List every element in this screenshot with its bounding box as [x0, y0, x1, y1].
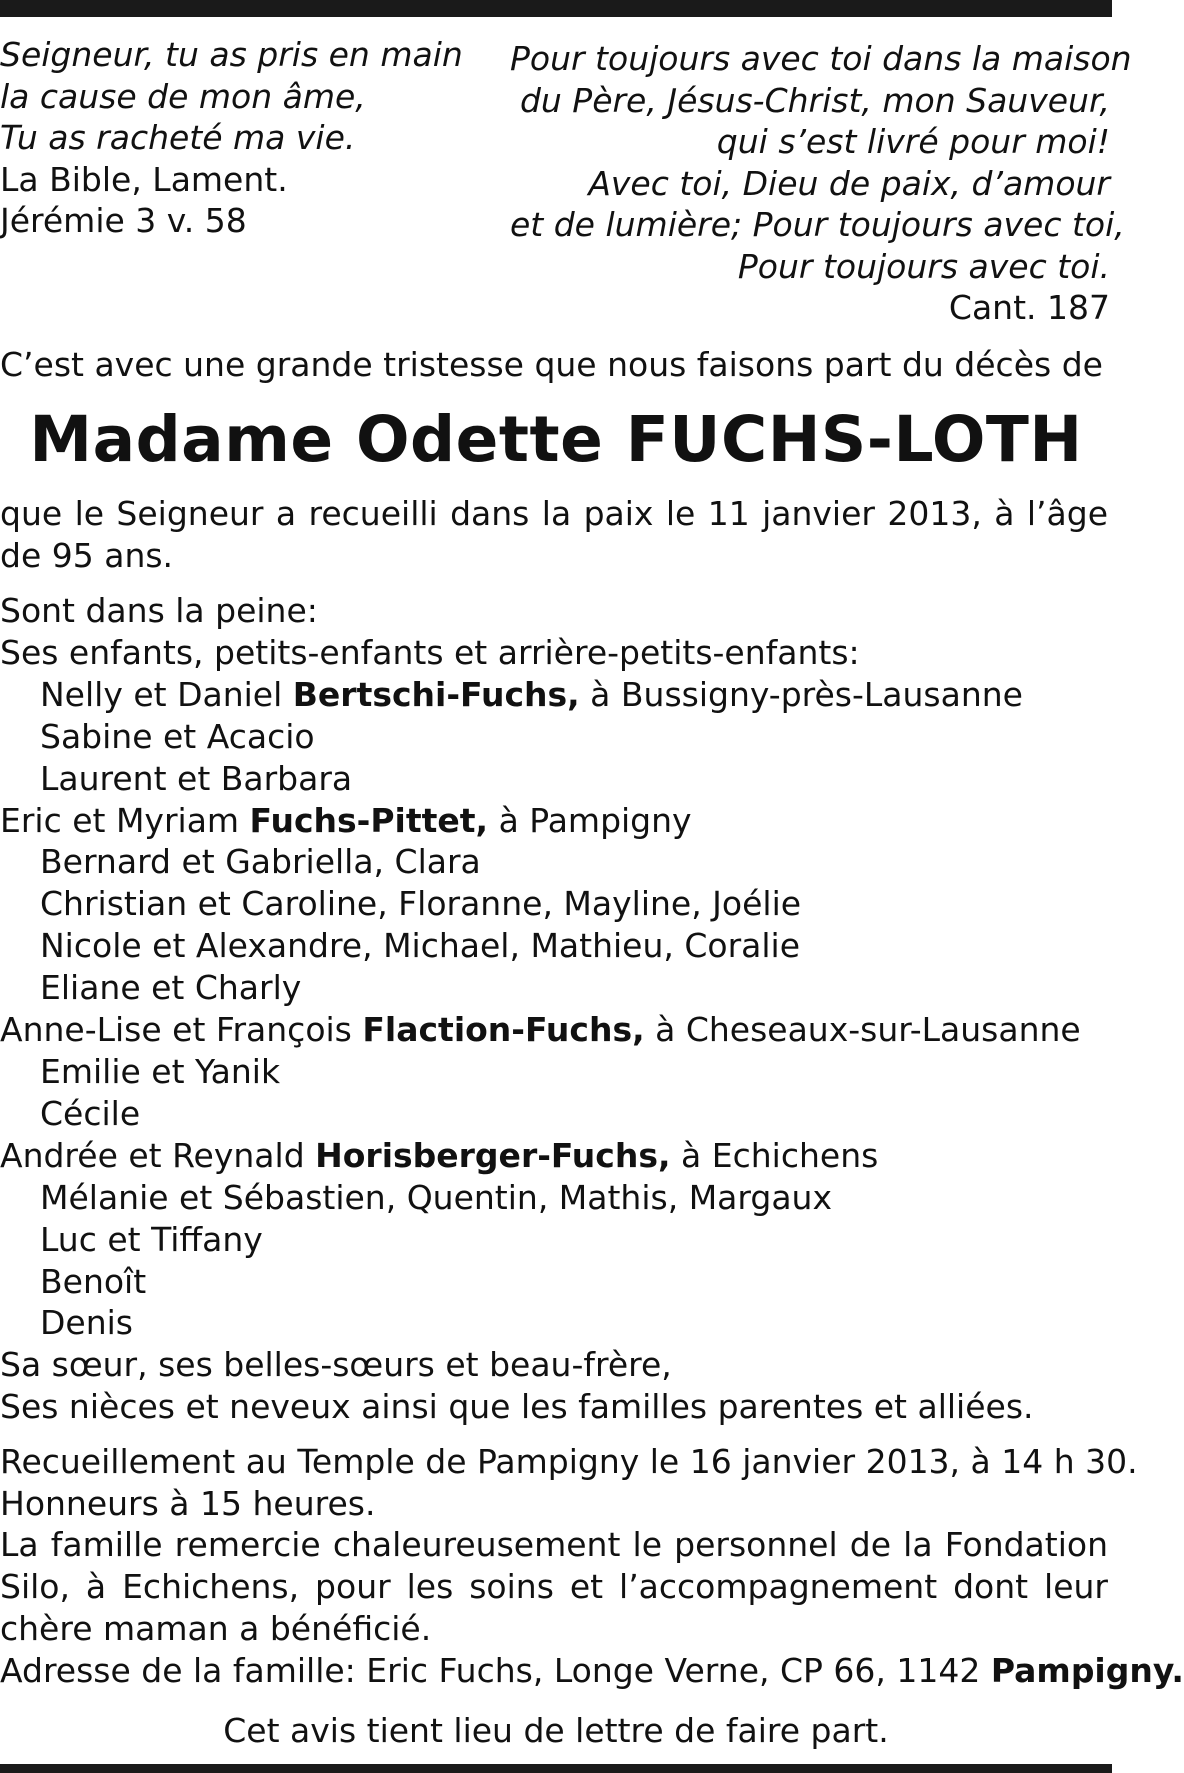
family-location: à Pampigny: [488, 800, 692, 840]
grandchild-entry: Laurent et Barbara: [40, 758, 353, 798]
thanks-paragraph: La famille remercie chaleureusement le personnel de la Fondation Silo, à Echichens, pour les soins et l’accompagnement dont leur chère maman a bénéficié.: [0, 1525, 1108, 1648]
family-given-names: Andrée et Reynald: [0, 1135, 316, 1175]
grandchild-entry: Benoît: [40, 1261, 147, 1301]
family-surname: Bertschi-Fuchs,: [292, 674, 580, 714]
grandchild-entry: Sabine et Acacio: [40, 716, 315, 756]
grandchild-entry: Emilie et Yanik: [40, 1051, 281, 1091]
passing-statement: que le Seigneur a recueilli dans la paix le 11 janvier 2013, à l’âge de 95 ans.: [0, 494, 1108, 575]
family-given-names: Nelly et Daniel: [40, 674, 293, 714]
family-surname: Flaction-Fuchs,: [362, 1010, 645, 1050]
verse-left-source: Jérémie 3 v. 58: [0, 201, 247, 240]
family-surname: Fuchs-Pittet,: [249, 800, 489, 840]
verse-right-line: Pour toujours avec toi dans la maison: [510, 39, 1132, 78]
bottom-rule: [0, 1764, 1112, 1773]
ceremony-details: [0, 1441, 1184, 1691]
deceased-name: Madame Odette FUCHS-LOTH: [29, 403, 1083, 476]
top-rule: [0, 0, 1112, 17]
family-child-entry: [0, 1009, 1110, 1051]
verse-right: [510, 38, 1132, 329]
family-others: Ses nièces et neveux ainsi que les familles parentes et alliées.: [0, 1387, 1034, 1427]
grandchild-entry: Eliane et Charly: [40, 968, 302, 1008]
grandchild-entry: Cécile: [40, 1093, 141, 1133]
family-location: à Echichens: [670, 1135, 879, 1175]
family-heading: Sont dans la peine:: [0, 591, 318, 630]
family-child-entry: [0, 1135, 1110, 1177]
honneurs-info: Honneurs à 15 heures.: [0, 1483, 376, 1523]
verse-left-line: la cause de mon âme,: [0, 76, 366, 116]
verse-left-line: Seigneur, tu as pris en main: [0, 35, 463, 74]
grandchild-entry: Denis: [40, 1303, 133, 1343]
grandchild-entry: Luc et Tiffany: [40, 1219, 263, 1259]
epigraph-section: [0, 34, 1132, 334]
verse-right-source: Cant. 187: [948, 288, 1110, 327]
family-child-entry: [0, 674, 1110, 716]
grandchild-entry: Nicole et Alexandre, Michael, Mathieu, Coralie: [40, 926, 801, 966]
family-list: [0, 590, 1110, 1428]
verse-left: [0, 34, 480, 242]
verse-right-line: Avec toi, Dieu de paix, d’amour: [588, 163, 1110, 203]
verse-left-source: La Bible, Lament.: [0, 159, 288, 199]
closing-note: Cet avis tient lieu de lettre de faire part.: [223, 1711, 889, 1750]
family-location: à Bussigny-près-Lausanne: [579, 674, 1023, 714]
family-given-names: Eric et Myriam: [0, 800, 250, 840]
grandchild-entry: Mélanie et Sébastien, Quentin, Mathis, Margaux: [40, 1177, 832, 1217]
family-others: Sa sœur, ses belles-sœurs et beau-frère,: [0, 1345, 672, 1385]
recueillement-info: Recueillement au Temple de Pampigny le 16 janvier 2013, à 14 h 30.: [0, 1442, 1138, 1481]
verse-right-line: qui s’est livré pour moi!: [716, 122, 1110, 161]
verse-left-line: Tu as racheté ma vie.: [0, 118, 356, 157]
verse-right-line: Pour toujours avec toi.: [737, 246, 1110, 286]
announcement-intro: C’est avec une grande tristesse que nous faisons part du décès de: [0, 345, 1103, 384]
family-surname: Horisberger-Fuchs,: [315, 1135, 671, 1175]
family-child-entry: [0, 800, 1110, 842]
grandchild-entry: Christian et Caroline, Floranne, Mayline, Joélie: [40, 884, 802, 924]
family-address: [0, 1650, 1184, 1692]
verse-right-line: et de lumière; Pour toujours avec toi,: [510, 205, 1125, 244]
family-given-names: Anne-Lise et François: [0, 1010, 363, 1050]
verse-right-line: du Père, Jésus-Christ, mon Sauveur,: [519, 80, 1110, 120]
family-subheading: Ses enfants, petits-enfants et arrière-petits-enfants:: [0, 632, 860, 672]
family-address-text: Adresse de la famille: Eric Fuchs, Longe Verne, CP 66, 1142: [0, 1650, 991, 1690]
family-location: à Cheseaux-sur-Lausanne: [644, 1010, 1081, 1050]
family-address-city: Pampigny.: [990, 1650, 1184, 1690]
grandchild-entry: Bernard et Gabriella, Clara: [40, 842, 481, 882]
